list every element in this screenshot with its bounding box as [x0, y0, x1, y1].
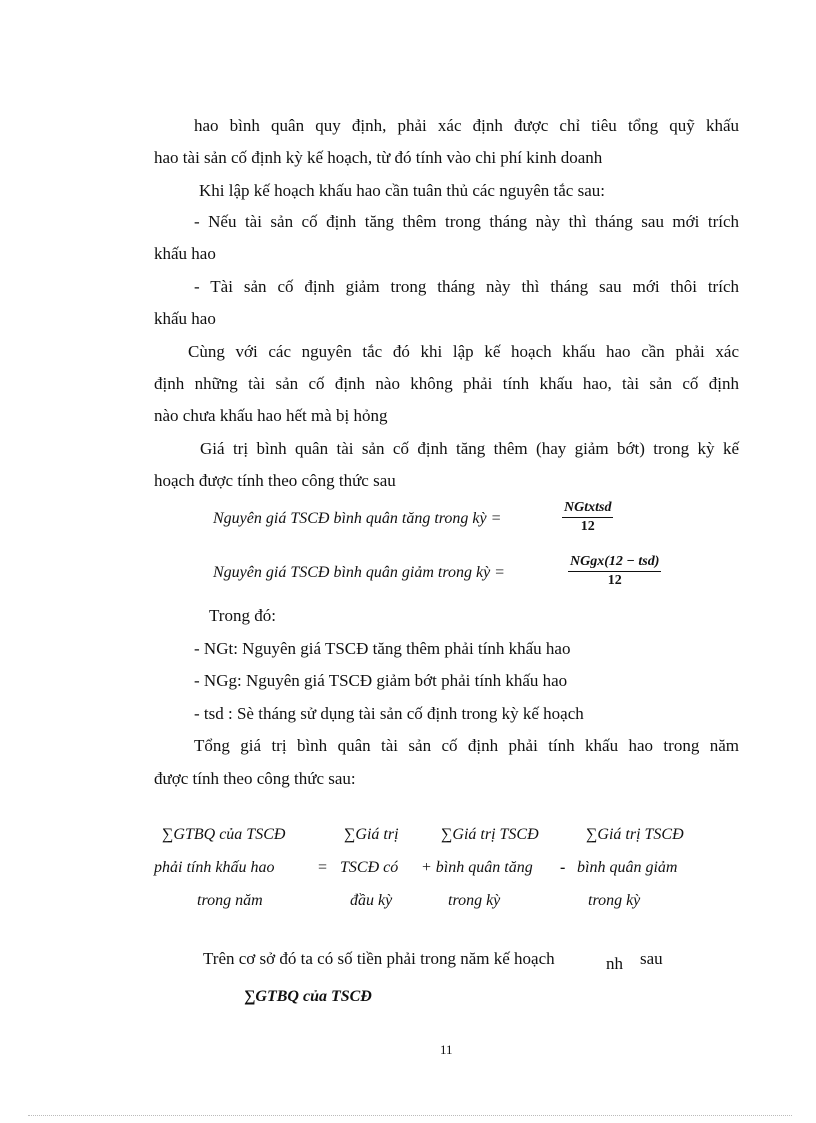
paragraph-line: - Tài sản cố định giảm trong tháng này thì tháng sau mới thôi trích — [194, 277, 739, 296]
formula-lhs: Nguyên giá TSCĐ bình quân tăng trong kỳ = — [213, 510, 502, 527]
paragraph-line: nào chưa khấu hao hết mà bị hỏng — [154, 406, 388, 425]
bottom-formula: ∑GTBQ của TSCĐ — [244, 988, 372, 1005]
definition-item: - NGt: Nguyên giá TSCĐ tăng thêm phải tính khấu hao — [194, 639, 571, 658]
paragraph-line: Khi lập kế hoạch khấu hao cần tuân thủ các nguyên tắc sau: — [199, 181, 605, 200]
sum-formula-term: ∑GTBQ của TSCĐ — [162, 826, 286, 843]
formula-lhs: Nguyên giá TSCĐ bình quân giảm trong kỳ = — [213, 564, 505, 581]
sum-formula-term: bình quân giảm — [577, 859, 678, 876]
equals-sign: = — [318, 859, 328, 876]
page-number: 11 — [440, 1042, 453, 1057]
paragraph-line: Tổng giá trị bình quân tài sản cố định phải tính khấu hao trong năm — [194, 736, 739, 755]
paragraph-line: Cùng với các nguyên tắc đó khi lập kế hoạch khấu hao cần phải xác — [188, 342, 739, 361]
paragraph-line: định những tài sản cố định nào không phải tính khấu hao, tài sản cố định — [154, 374, 739, 393]
sum-formula-term: đầu kỳ — [350, 892, 393, 909]
paragraph-line: hao tài sản cố định kỳ kế hoạch, từ đó tính vào chi phí kinh doanh — [154, 148, 603, 167]
subscript-text: nh — [606, 954, 623, 973]
paragraph-line: hoạch được tính theo công thức sau — [154, 471, 396, 490]
formula-fraction — [568, 554, 661, 589]
fraction-denominator: 12 — [580, 519, 595, 534]
fraction-bar — [562, 517, 613, 518]
paragraph-line: sau — [640, 949, 663, 968]
sum-formula-term: ∑Giá trị TSCĐ — [441, 826, 539, 843]
paragraph-line: được tính theo công thức sau: — [154, 769, 356, 788]
fraction-denominator: 12 — [607, 573, 622, 588]
sum-formula-term: trong kỳ — [588, 892, 641, 909]
paragraph-line: khấu hao — [154, 244, 216, 263]
sum-formula-term: TSCĐ có — [340, 859, 399, 876]
formula-fraction — [562, 500, 613, 535]
definition-item: - NGg: Nguyên giá TSCĐ giảm bớt phải tính khấu hao — [194, 671, 568, 690]
fraction-numerator: NGtxtsd — [564, 500, 612, 515]
sum-formula-term: phải tính khấu hao — [154, 859, 275, 876]
paragraph-line: hao bình quân quy định, phải xác định được chỉ tiêu tổng quỹ khấu — [194, 116, 739, 135]
paragraph-line: Giá trị bình quân tài sản cố định tăng thêm (hay giảm bớt) trong kỳ kế — [200, 439, 739, 458]
sum-formula-term: trong kỳ — [448, 892, 501, 909]
paragraph-line: Trên cơ sở đó ta có số tiền phải trong năm kế hoạch — [203, 949, 555, 968]
paragraph-line: - Nếu tài sản cố định tăng thêm trong tháng này thì tháng sau mới trích — [194, 212, 739, 231]
paragraph-line: khấu hao — [154, 309, 216, 328]
fraction-numerator: NGgx(12 − tsd) — [570, 554, 660, 569]
sum-formula-term: trong năm — [197, 892, 263, 909]
sum-formula-term: + bình quân tăng — [421, 859, 533, 876]
sum-formula-term: ∑Giá trị TSCĐ — [586, 826, 684, 843]
minus-sign: - — [560, 859, 566, 876]
fraction-bar — [568, 571, 661, 572]
sum-formula-term: ∑Giá trị — [344, 826, 399, 843]
definition-item: - tsd : Sè tháng sử dụng tài sản cố định trong kỳ kế hoạch — [194, 704, 584, 723]
definitions-intro: Trong đó: — [209, 606, 276, 625]
page-bottom-border — [28, 1115, 792, 1116]
